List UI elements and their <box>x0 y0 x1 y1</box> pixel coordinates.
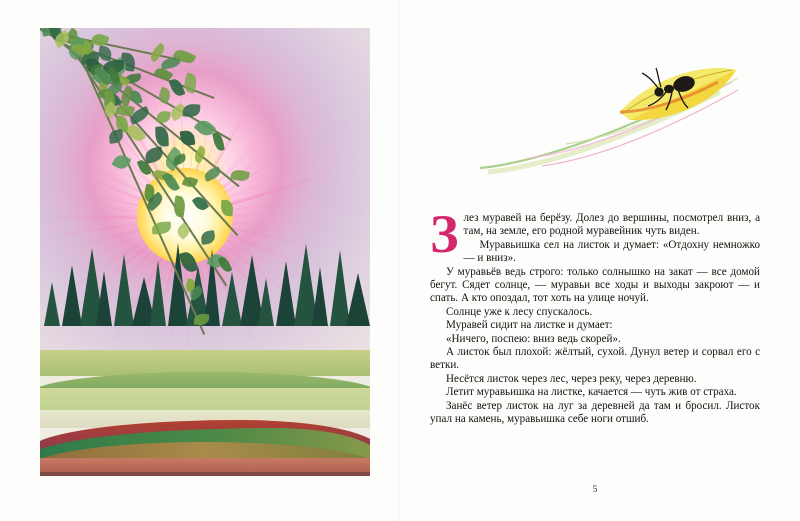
page-number: 5 <box>592 484 598 494</box>
birch-leaf <box>175 222 193 240</box>
story-text-column <box>430 204 760 427</box>
birch-leaf <box>183 104 201 118</box>
birch-leaf <box>179 250 199 274</box>
story-paragraph: Муравьишка сел на листок и думает: «Отдохну немножко — и вниз». <box>463 238 760 265</box>
birch-leaf <box>202 166 222 182</box>
drop-cap: З <box>430 204 459 264</box>
sunset-forest-illustration <box>40 28 370 476</box>
birch-leaf <box>180 129 196 146</box>
story-paragraph: Солнце уже к лесу спускалось. <box>446 305 593 318</box>
illustration-canvas <box>40 28 370 476</box>
birch-leaf <box>220 199 233 216</box>
story-paragraph: Муравей сидит на листке и думает: <box>446 319 613 332</box>
story-paragraph: Занёс ветер листок на луг за деревней да там и бросил. Листок упал на камень, муравьишка себе ноги отшиб. <box>430 399 760 426</box>
fir-tree <box>44 282 60 326</box>
page-spine <box>399 0 401 521</box>
birch-leaf <box>155 243 179 265</box>
story-paragraph: «Ничего, поспею: вниз ведь скорей». <box>446 332 621 345</box>
birch-leaf <box>169 77 186 98</box>
story-paragraph: лез муравей на берёзу. Долез до вершины, посмотрел вниз, а там, на земле, его родной муравейник чуть виден. <box>463 212 760 238</box>
birch-leaf <box>144 146 165 164</box>
birch-foliage <box>40 28 370 288</box>
birch-leaf <box>156 110 171 124</box>
birch-leaf <box>200 230 216 245</box>
birch-leaf <box>217 255 232 273</box>
story-paragraph: Летит муравьишка на листке, качается — чуть жив от страха. <box>446 386 737 399</box>
birch-leaf <box>157 87 172 105</box>
birch-leaf <box>191 194 209 213</box>
ant-leaf-svg <box>470 40 760 180</box>
birch-leaf <box>108 129 124 144</box>
ant-on-leaf-illustration <box>470 40 760 180</box>
birch-leaf <box>227 219 248 240</box>
birch-branch <box>73 50 227 286</box>
foreground-band-dark <box>40 472 370 476</box>
birch-leaf <box>173 195 187 217</box>
story-paragraph: А листок был плохой: жёлтый, сухой. Дунул ветер и сорвал его с ветки. <box>430 346 760 372</box>
story-paragraph: У муравьёв ведь строго: только солнышко на закат — все домой бегут. Сядет солнце, — муравьи все ходы и выходы закроют — и спать. А кто опоздал, тот хоть на улице ночуй. <box>430 265 760 305</box>
story-paragraph: Несётся листок через лес, через реку, через деревню. <box>446 372 697 385</box>
